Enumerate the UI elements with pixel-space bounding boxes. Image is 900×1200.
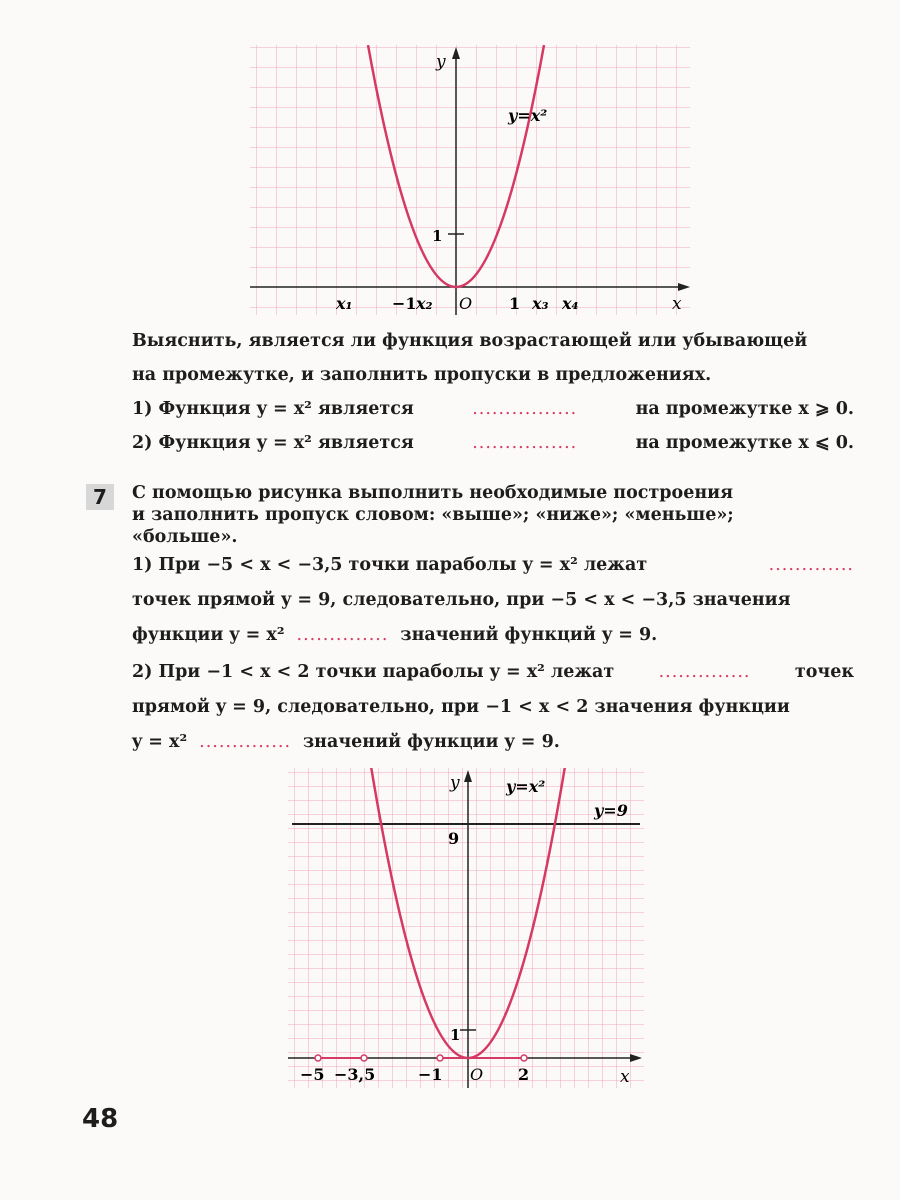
y-axis-label-1: y — [436, 52, 446, 72]
grid-2 — [288, 768, 644, 1088]
intro-block — [132, 324, 854, 460]
part-2-line-1-text: 2) При −1 < x < 2 точки параболы y = x² лежат — [132, 662, 615, 682]
y-axis-label-2: y — [450, 773, 460, 793]
origin-label-1: O — [459, 294, 473, 313]
parabola-graph-1 — [250, 45, 690, 320]
part-1-line-3-text-b: значений функций y = 9. — [400, 625, 658, 645]
point-minus3-5 — [361, 1055, 367, 1061]
item-2-prefix: 2) Функция y = x² является — [132, 433, 414, 453]
tick-label-2: 2 — [518, 1065, 530, 1084]
item-1-blank[interactable]: ................ — [472, 399, 578, 419]
item-1-prefix: 1) Функция y = x² является — [132, 399, 414, 419]
tick-label-y1-2: 1 — [450, 1026, 461, 1044]
point-2 — [521, 1055, 527, 1061]
part-2-line-2: прямой y = 9, следовательно, при −1 < x < 2 значения функции — [132, 697, 790, 717]
task-7-line-1: С помощью рисунка выполнить необходимые построения — [132, 483, 734, 503]
task-7-parts — [132, 548, 854, 760]
part-2-line-1-text-b: точек — [794, 662, 854, 682]
part-2-blank-1[interactable]: .............. — [658, 662, 751, 682]
tick-label-x1: x₁ — [336, 294, 353, 313]
tick-label-x3: x₃ — [532, 294, 549, 313]
part-1-blank-2[interactable]: .............. — [296, 625, 389, 645]
tick-label-x4: x₄ — [562, 294, 579, 313]
tick-label-minus3-5: −3,5 — [334, 1065, 376, 1084]
tick-label-x2: x₂ — [416, 294, 433, 313]
grid-1 — [250, 45, 690, 315]
parabola-graph-2-svg — [288, 768, 644, 1093]
item-2-suffix: на промежутке x ⩽ 0. — [635, 433, 854, 453]
tick-label-y1-1: 1 — [432, 227, 443, 245]
point-minus1 — [437, 1055, 443, 1061]
x-axis-label-2: x — [620, 1067, 630, 1087]
part-1-line-1 — [132, 548, 854, 583]
page-number: 48 — [82, 1104, 119, 1134]
tick-label-minus5: −5 — [300, 1065, 325, 1084]
task-number-badge: 7 — [86, 484, 114, 510]
part-1-line-3 — [132, 618, 854, 653]
parabola-graph-1-svg — [250, 45, 690, 320]
parabola-graph-2 — [288, 768, 644, 1093]
intro-line-1: Выяснить, является ли функция возрастающей или убывающей — [132, 331, 808, 351]
line-label-y9: y=9 — [594, 801, 628, 820]
origin-label-2: O — [470, 1065, 484, 1084]
part-2-line-3-text-a: y = x² — [132, 732, 188, 752]
point-minus5 — [315, 1055, 321, 1061]
tick-label-1: 1 — [509, 294, 521, 313]
tick-label-y9: 9 — [448, 829, 460, 848]
x-axis-label-1: x — [672, 294, 682, 314]
item-2 — [132, 426, 854, 460]
part-2-line-3 — [132, 725, 854, 760]
task-7-line-3: «больше». — [132, 527, 238, 547]
item-1 — [132, 392, 854, 426]
part-1-line-2: точек прямой y = 9, следовательно, при −5 < x < −3,5 значения — [132, 590, 791, 610]
task-7-statement — [132, 482, 854, 548]
part-2-line-1 — [132, 655, 854, 690]
part-2-line-3-text-b: значений функции y = 9. — [303, 732, 560, 752]
tick-label-minus1-2: −1 — [418, 1065, 443, 1084]
task-7-line-2: и заполнить пропуск словом: «выше»; «ниже»; «меньше»; — [132, 505, 734, 525]
curve-label-2: y=x² — [506, 777, 546, 796]
part-2-blank-2[interactable]: .............. — [199, 732, 292, 752]
curve-label-1: y=x² — [508, 106, 548, 125]
part-1-line-1-text: 1) При −5 < x < −3,5 точки параболы y = x² лежат — [132, 555, 648, 575]
tick-label-minus1: −1 — [392, 294, 417, 313]
item-1-suffix: на промежутке x ⩾ 0. — [635, 399, 854, 419]
intro-line-2: на промежутке, и заполнить пропуски в предложениях. — [132, 365, 712, 385]
item-2-blank[interactable]: ................ — [472, 433, 578, 453]
part-1-line-3-text-a: функции y = x² — [132, 625, 285, 645]
part-1-blank-1[interactable]: ............. — [768, 555, 854, 575]
